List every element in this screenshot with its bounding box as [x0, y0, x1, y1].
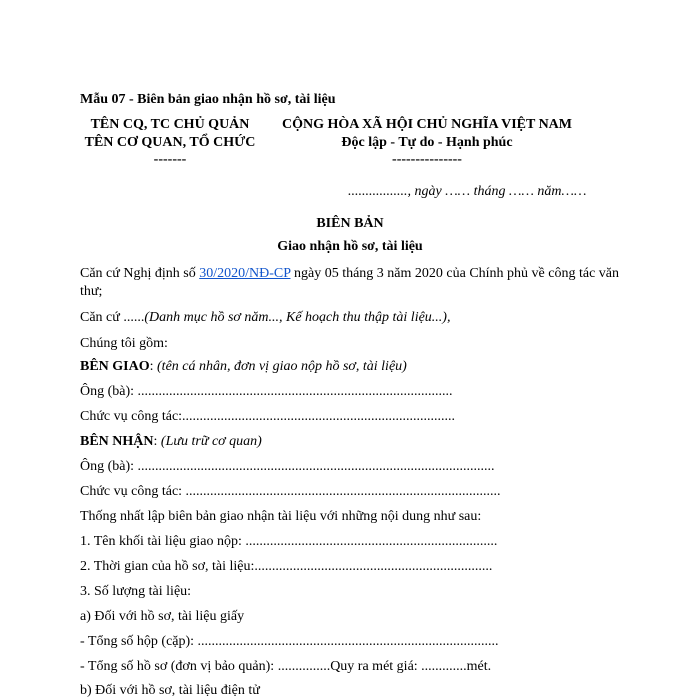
- giver-person-field: Ông (bà): ..........................................................................................: [80, 384, 453, 399]
- receiver-position-field: Chức vụ công tác: ..........................................................................................: [80, 484, 501, 499]
- receiver-colon: :: [153, 434, 161, 449]
- receiver-heading: [80, 433, 262, 450]
- legal-basis-1-suffix: ngày 05 tháng 3 năm 2020 của Chính phủ về công tác văn: [290, 266, 620, 281]
- giver-note: (tên cá nhân, đơn vị giao nộp hồ sơ, tài liệu): [157, 359, 407, 374]
- giver-label: BÊN GIAO: [80, 359, 150, 374]
- giver-heading: [80, 358, 407, 375]
- participants-intro: Chúng tôi gồm:: [80, 336, 168, 351]
- document-subtitle: Giao nhận hồ sơ, tài liệu: [277, 239, 423, 254]
- decree-link[interactable]: 30/2020/NĐ-CP: [199, 266, 291, 281]
- motto-separator: ---------------: [392, 152, 462, 167]
- item-3b-electronic: b) Đối với hồ sơ, tài liệu điện tử: [80, 683, 260, 698]
- form-title: Mẫu 07 - Biên bản giao nhận hồ sơ, tài liệu: [80, 92, 336, 107]
- receiver-note: (Lưu trữ cơ quan): [160, 434, 262, 449]
- legal-basis-1-prefix: Căn cứ Nghị định số: [80, 266, 200, 281]
- item-3a-paper: a) Đối với hồ sơ, tài liệu giấy: [80, 609, 245, 624]
- org-separator: -------: [153, 152, 187, 167]
- item-3-quantity: 3. Số lượng tài liệu:: [80, 584, 192, 599]
- org-name: TÊN CƠ QUAN, TỔ CHỨC: [84, 135, 256, 150]
- agreement-statement: Thống nhất lập biên bản giao nhận tài liệu với những nội dung như sau:: [80, 509, 482, 524]
- legal-basis-2-note: (Danh mục hồ sơ năm..., Kế hoạch thu thập tài liệu...),: [144, 310, 451, 325]
- legal-basis-2: [80, 309, 450, 326]
- date-line: ................., ngày …… tháng …… năm……: [348, 184, 587, 199]
- org-parent-name: TÊN CQ, TC CHỦ QUẢN: [90, 117, 250, 132]
- legal-basis-2-prefix: Căn cứ ......: [80, 310, 145, 325]
- item-2-time-range: 2. Thời gian của hồ sơ, tài liệu:....................................................................: [80, 559, 493, 574]
- receiver-label: BÊN NHẬN: [80, 434, 154, 449]
- item-3a-boxes: - Tổng số hộp (cặp): ......................................................................................: [80, 634, 499, 649]
- receiver-person-field: Ông (bà): ......................................................................................................: [80, 459, 495, 474]
- document-title: BIÊN BẢN: [316, 216, 384, 231]
- national-title: CỘNG HÒA XÃ HỘI CHỦ NGHĨA VIỆT NAM: [281, 117, 572, 132]
- national-motto: Độc lập - Tự do - Hạnh phúc: [341, 135, 513, 150]
- giver-colon: :: [149, 359, 158, 374]
- item-3a-files: - Tổng số hồ sơ (đơn vị bảo quản): ...............Quy ra mét giá: .............mét.: [80, 659, 492, 674]
- giver-position-field: Chức vụ công tác:..............................................................................: [80, 409, 456, 424]
- item-1-document-block: 1. Tên khối tài liệu giao nộp: ........................................................................: [80, 534, 498, 549]
- legal-basis-1-continuation: thư;: [80, 284, 103, 299]
- legal-basis-1: [80, 265, 619, 282]
